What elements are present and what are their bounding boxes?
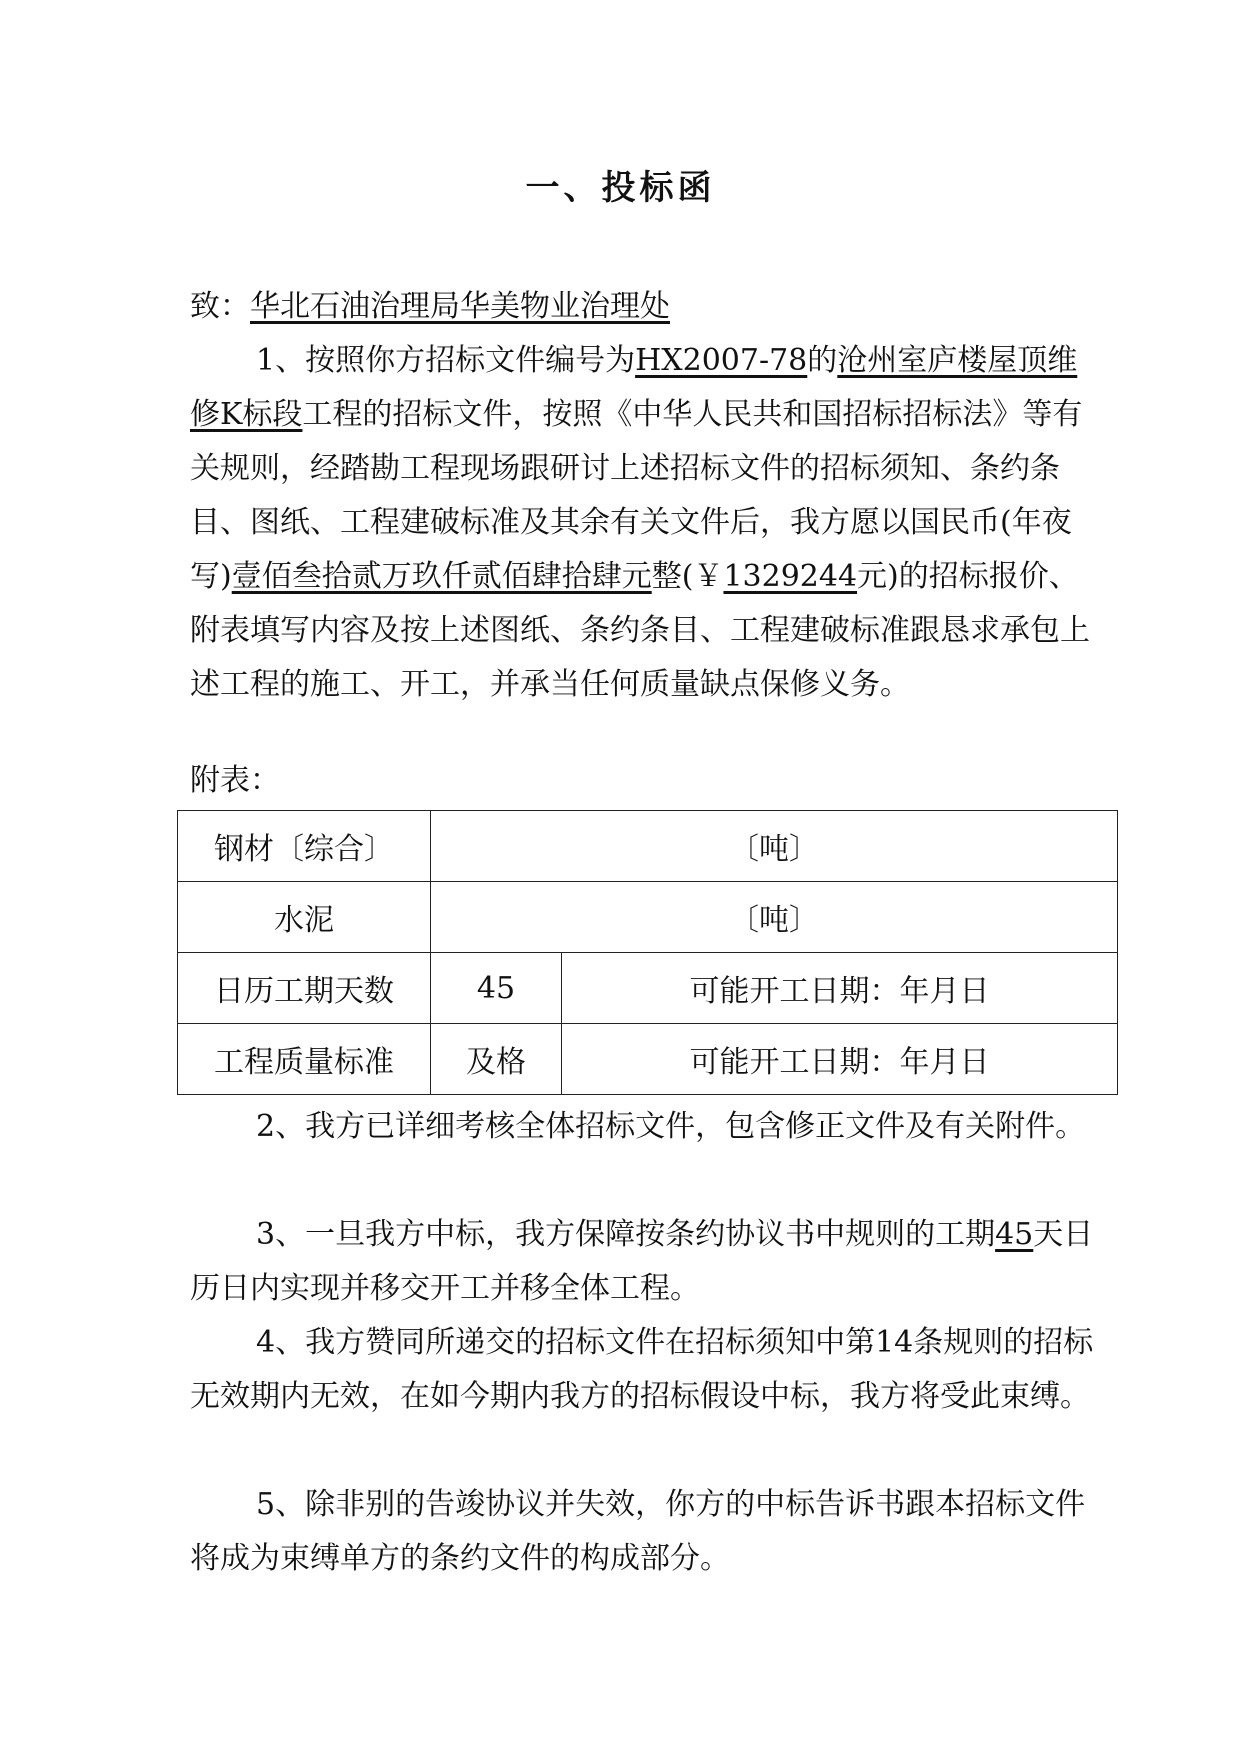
cement-value: 〔吨〕 — [431, 882, 1118, 953]
paragraph-2 — [190, 1100, 1100, 1154]
construction-days: 45 — [995, 1217, 1034, 1252]
p1-text-d: 整(￥ — [651, 559, 724, 594]
document-title: 一、投标函 — [525, 168, 716, 208]
p1-text-c: 工程的招标文件，按照《中华人民共和国招标招标法》等有关规则，经踏勘工程现场跟研讨上述招标文件的招标须知、条约条目、图纸、工程建破标准及其余有关文件后，我方愿以国民币(年夜写) — [190, 397, 1083, 594]
attachment-label: 附表： — [190, 763, 280, 798]
p1-text-e: 元)的招标报价、附表填写内容及按上述图纸、条约条目、工程建破标准跟恳求承包上述工程的施工、开工，并承当任何质量缺点保修义务。 — [190, 559, 1090, 702]
p4-text: 4、我方赞同所递交的招标文件在招标须知中第14条规则的招标无效期内无效，在如今期内我方的招标假设中标，我方将受此束缚。 — [190, 1325, 1094, 1414]
amount-in-words: 壹佰叁拾贰万玖仟贰佰肆拾肆元 — [231, 559, 652, 594]
steel-label: 钢材〔综合〕 — [178, 811, 431, 882]
p1-text-b: 的 — [807, 343, 838, 378]
p2-text: 2、我方已详细考核全体招标文件，包含修正文件及有关附件。 — [256, 1109, 1086, 1144]
p3-text-a: 3、一旦我方中标，我方保障按条约协议书中规则的工期 — [256, 1217, 996, 1252]
table-row — [178, 953, 1118, 1024]
duration-value: 45 — [431, 953, 562, 1024]
tender-code: HX2007-78 — [635, 343, 808, 378]
addressee-name: 华北石油治理局华美物业治理处 — [250, 289, 670, 324]
cement-label: 水泥 — [178, 882, 431, 953]
duration-note: 可能开工日期：年月日 — [562, 953, 1118, 1024]
steel-value: 〔吨〕 — [431, 811, 1118, 882]
amount-in-numbers: 1329244 — [723, 559, 858, 594]
attachment-table — [177, 810, 1118, 1095]
table-row — [178, 811, 1118, 882]
duration-label: 日历工期天数 — [178, 953, 431, 1024]
p3-text-b: 天日历日内实现并移交开工并移全体工程。 — [190, 1217, 1094, 1306]
paragraph-1 — [190, 334, 1100, 712]
p1-text-a: 1、按照你方招标文件编号为 — [256, 343, 636, 378]
p5-text: 5、除非别的告竣协议并失效，你方的中标告诉书跟本招标文件将成为束缚单方的条约文件的构成部分。 — [190, 1487, 1086, 1576]
addressee-line — [190, 280, 1100, 334]
paragraph-3 — [190, 1208, 1100, 1316]
quality-value: 及格 — [431, 1024, 562, 1095]
table-row — [178, 1024, 1118, 1095]
project-name: 沧州室庐楼屋顶维修K标段 — [190, 343, 1078, 432]
quality-label: 工程质量标准 — [178, 1024, 431, 1095]
table-row — [178, 882, 1118, 953]
addressee-label: 致： — [190, 289, 250, 324]
quality-note: 可能开工日期：年月日 — [562, 1024, 1118, 1095]
paragraph-5 — [190, 1478, 1100, 1586]
paragraph-4 — [190, 1316, 1100, 1424]
